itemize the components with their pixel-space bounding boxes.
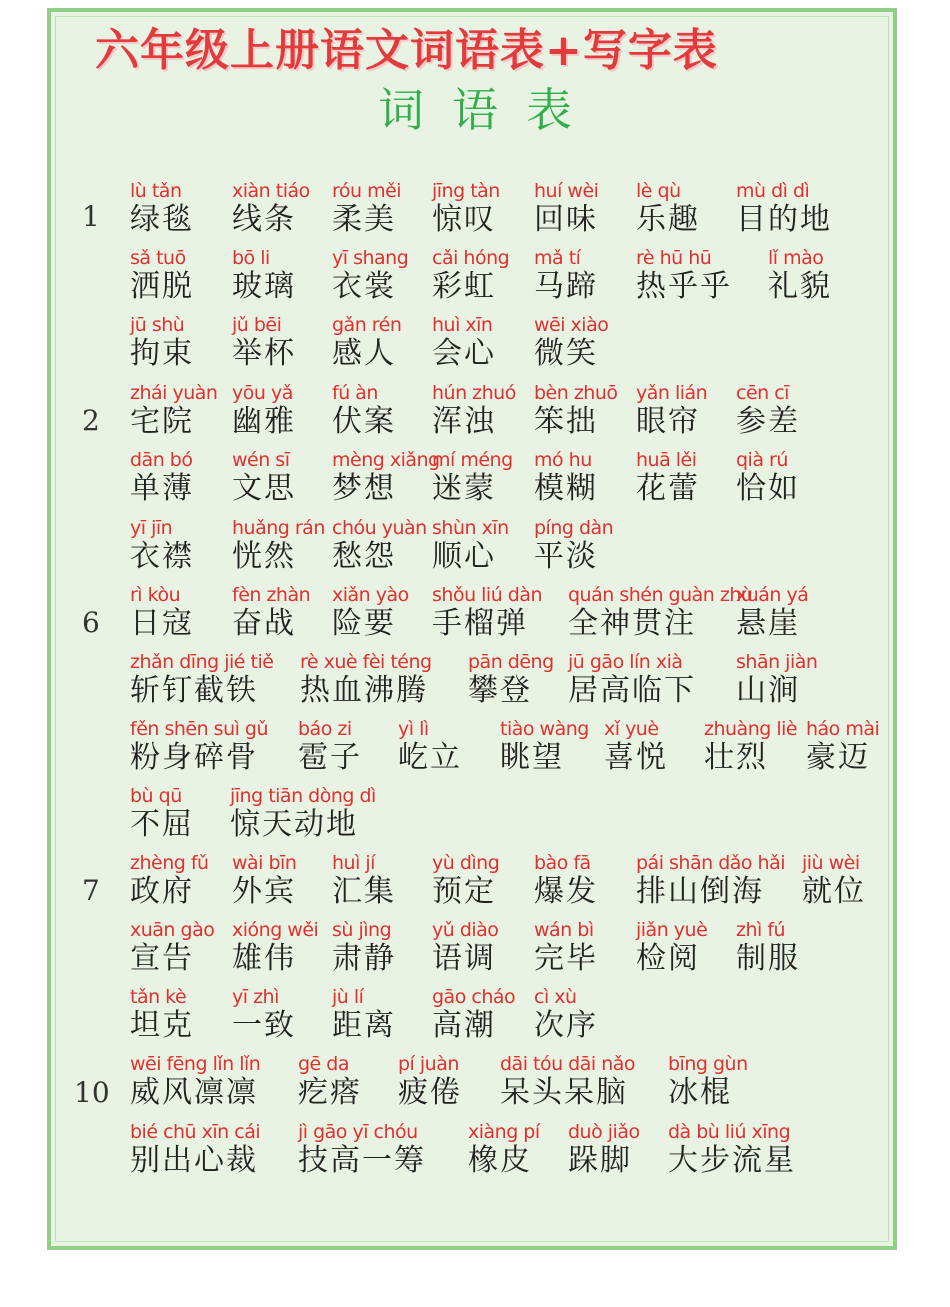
hanzi: 语调	[432, 941, 496, 976]
vocab-word	[636, 180, 700, 238]
pinyin: yù dìng	[432, 852, 500, 874]
pinyin: zhái yuàn	[130, 382, 218, 404]
hanzi: 预定	[432, 874, 496, 909]
hanzi: 目的地	[736, 202, 832, 237]
vocab-word	[298, 1053, 362, 1111]
pinyin: jīng tàn	[432, 180, 500, 202]
vocab-word	[534, 919, 598, 977]
hanzi: 爆发	[534, 874, 598, 909]
hanzi: 惊叹	[432, 202, 496, 237]
vocab-word	[736, 449, 800, 507]
pinyin: xióng wěi	[232, 919, 319, 941]
pinyin: jiǎn yuè	[636, 919, 708, 941]
pinyin: mǎ tí	[534, 247, 581, 269]
hanzi: 惊天动地	[230, 807, 358, 842]
hanzi: 笨拙	[534, 404, 598, 439]
hanzi: 壮烈	[704, 740, 768, 775]
pinyin: yǔ diào	[432, 919, 499, 941]
vocab-word	[500, 1053, 635, 1111]
hanzi: 粉身碎骨	[130, 740, 258, 775]
hanzi: 柔美	[332, 202, 396, 237]
hanzi: 衣襟	[130, 539, 194, 574]
pinyin: quán shén guàn zhù	[568, 584, 753, 606]
vocab-word	[636, 247, 732, 305]
pinyin: yī shang	[332, 247, 409, 269]
pinyin: wán bì	[534, 919, 594, 941]
hanzi: 距离	[332, 1008, 396, 1043]
pinyin: dāi tóu dāi nǎo	[500, 1053, 636, 1075]
hanzi: 愁怨	[332, 539, 396, 574]
hanzi: 会心	[432, 336, 496, 371]
pinyin: jì gāo yī chóu	[298, 1121, 418, 1143]
pinyin: qià rú	[736, 449, 788, 471]
vocab-word	[332, 919, 396, 977]
pinyin: xiǎn yào	[332, 584, 409, 606]
vocab-word	[432, 517, 509, 575]
hanzi: 伏案	[332, 404, 396, 439]
vocab-word	[332, 247, 408, 305]
vocab-word	[534, 449, 598, 507]
unit-number: 7	[82, 874, 100, 907]
pinyin: lǐ mào	[768, 247, 824, 269]
hanzi: 攀登	[468, 673, 532, 708]
vocab-word	[232, 852, 296, 910]
hanzi: 次序	[534, 1008, 598, 1043]
pinyin: lù tǎn	[130, 180, 182, 202]
hanzi: 玻璃	[232, 269, 296, 304]
hanzi: 橡皮	[468, 1143, 532, 1178]
hanzi: 洒脱	[130, 269, 194, 304]
vocab-word	[130, 314, 194, 372]
hanzi: 屹立	[398, 740, 462, 775]
hanzi: 单薄	[130, 471, 194, 506]
vocab-word	[232, 247, 296, 305]
hanzi: 微笑	[534, 336, 598, 371]
pinyin: zhuàng liè	[704, 718, 798, 740]
pinyin: yōu yǎ	[232, 382, 293, 404]
pinyin: huǎng rán	[232, 517, 325, 539]
vocab-word	[232, 517, 325, 575]
unit-number: 6	[82, 606, 100, 639]
hanzi: 宅院	[130, 404, 194, 439]
vocab-word	[130, 517, 194, 575]
pinyin: zhǎn dīng jié tiě	[130, 651, 274, 673]
vocab-word	[802, 852, 866, 910]
pinyin: sù jìng	[332, 919, 392, 941]
hanzi: 顺心	[432, 539, 496, 574]
hanzi: 绿毯	[130, 202, 194, 237]
hanzi: 呆头呆脑	[500, 1075, 628, 1110]
vocab-word	[232, 180, 310, 238]
pinyin: yī zhì	[232, 986, 279, 1008]
vocab-word	[332, 180, 401, 238]
hanzi: 眼帘	[636, 404, 700, 439]
vocab-word	[668, 1053, 748, 1111]
pinyin: wēi xiào	[534, 314, 609, 336]
vocab-word	[432, 247, 509, 305]
hanzi: 马蹄	[534, 269, 598, 304]
pinyin: bié chū xīn cái	[130, 1121, 261, 1143]
hanzi: 全神贯注	[568, 606, 696, 641]
vocab-word	[468, 1121, 540, 1179]
vocab-word	[298, 718, 362, 776]
vocab-word	[332, 314, 401, 372]
vocab-word	[332, 517, 427, 575]
pinyin: cǎi hóng	[432, 247, 510, 269]
hanzi: 跺脚	[568, 1143, 632, 1178]
hanzi: 技高一筹	[298, 1143, 426, 1178]
pinyin: pí juàn	[398, 1053, 459, 1075]
pinyin: tǎn kè	[130, 986, 187, 1008]
hanzi: 日寇	[130, 606, 194, 641]
pinyin: háo mài	[806, 718, 880, 740]
pinyin: yǎn lián	[636, 382, 708, 404]
pinyin: mèng xiǎng	[332, 449, 440, 471]
hanzi: 大步流星	[668, 1143, 796, 1178]
vocab-word	[130, 1053, 260, 1111]
pinyin: báo zi	[298, 718, 352, 740]
pinyin: gē da	[298, 1053, 349, 1075]
hanzi: 肃静	[332, 941, 396, 976]
hanzi: 政府	[130, 874, 194, 909]
hanzi: 恍然	[232, 539, 296, 574]
vocab-word	[130, 986, 194, 1044]
vocab-word	[636, 382, 707, 440]
pinyin: shǒu liú dàn	[432, 584, 543, 606]
hanzi: 雹子	[298, 740, 362, 775]
vocab-word	[432, 584, 542, 642]
pinyin: zhèng fǔ	[130, 852, 209, 874]
vocab-word	[534, 852, 598, 910]
pinyin: shùn xīn	[432, 517, 509, 539]
pinyin: tiào wàng	[500, 718, 589, 740]
pinyin: jīng tiān dòng dì	[230, 785, 376, 807]
hanzi: 坦克	[130, 1008, 194, 1043]
hanzi: 疲倦	[398, 1075, 462, 1110]
pinyin: rì kòu	[130, 584, 181, 606]
vocab-word	[130, 785, 194, 843]
vocab-word	[232, 919, 318, 977]
vocab-word	[232, 584, 310, 642]
pinyin: yì lì	[398, 718, 429, 740]
vocab-word	[232, 382, 296, 440]
hanzi: 平淡	[534, 539, 598, 574]
vocab-word	[636, 449, 700, 507]
hanzi: 衣裳	[332, 269, 396, 304]
hanzi: 举杯	[232, 336, 296, 371]
hanzi: 眺望	[500, 740, 564, 775]
hanzi: 梦想	[332, 471, 396, 506]
vocab-word	[432, 852, 499, 910]
hanzi: 别出心裁	[130, 1143, 258, 1178]
vocab-word	[232, 449, 296, 507]
vocab-word	[130, 449, 194, 507]
vocab-word	[568, 1121, 640, 1179]
hanzi: 完毕	[534, 941, 598, 976]
vocab-word	[130, 651, 273, 709]
vocab-word	[806, 718, 879, 776]
vocab-word	[130, 1121, 260, 1179]
hanzi: 手榴弹	[432, 606, 528, 641]
pinyin: chóu yuàn	[332, 517, 427, 539]
vocab-word	[432, 180, 500, 238]
vocab-word	[130, 584, 194, 642]
vocab-word	[130, 718, 268, 776]
vocab-word	[232, 314, 296, 372]
hanzi: 感人	[332, 336, 396, 371]
vocab-word	[668, 1121, 796, 1179]
pinyin: píng dàn	[534, 517, 614, 539]
hanzi: 制服	[736, 941, 800, 976]
pinyin: pān dēng	[468, 651, 554, 673]
pinyin: zhì fú	[736, 919, 786, 941]
pinyin: róu měi	[332, 180, 402, 202]
vocab-word	[534, 180, 598, 238]
pinyin: xuān gào	[130, 919, 215, 941]
hanzi: 冰棍	[668, 1075, 732, 1110]
pinyin: rè xuè fèi téng	[300, 651, 432, 673]
pinyin: jù lí	[332, 986, 364, 1008]
pinyin: gāo cháo	[432, 986, 516, 1008]
hanzi: 豪迈	[806, 740, 870, 775]
vocab-word	[332, 986, 396, 1044]
pinyin: jǔ bēi	[232, 314, 282, 336]
pinyin: rè hū hū	[636, 247, 712, 269]
pinyin: shān jiàn	[736, 651, 818, 673]
pinyin: bào fā	[534, 852, 591, 874]
hanzi: 不屈	[130, 807, 194, 842]
vocab-word	[636, 919, 707, 977]
pinyin: xiàn tiáo	[232, 180, 310, 202]
hanzi: 宣告	[130, 941, 194, 976]
hanzi: 热乎乎	[636, 269, 732, 304]
hanzi: 雄伟	[232, 941, 296, 976]
hanzi: 居高临下	[568, 673, 696, 708]
pinyin: duò jiǎo	[568, 1121, 640, 1143]
hanzi: 险要	[332, 606, 396, 641]
unit-number: 1	[82, 200, 100, 233]
vocab-word	[604, 718, 668, 776]
pinyin: huí wèi	[534, 180, 599, 202]
unit-number: 2	[82, 404, 100, 437]
pinyin: fú àn	[332, 382, 378, 404]
pinyin: jiù wèi	[802, 852, 860, 874]
hanzi: 浑浊	[432, 404, 496, 439]
pinyin: hún zhuó	[432, 382, 516, 404]
hanzi: 高潮	[432, 1008, 496, 1043]
vocab-word	[300, 651, 432, 709]
vocab-word	[432, 919, 498, 977]
vocab-word	[736, 919, 800, 977]
hanzi: 山涧	[736, 673, 800, 708]
vocab-word	[398, 718, 462, 776]
vocab-word	[130, 247, 194, 305]
pinyin: xǐ yuè	[604, 718, 659, 740]
hanzi: 检阅	[636, 941, 700, 976]
hanzi: 参差	[736, 404, 800, 439]
pinyin: sǎ tuō	[130, 247, 186, 269]
vocab-word	[534, 986, 598, 1044]
vocab-word	[568, 651, 696, 709]
vocab-word	[736, 584, 808, 642]
pinyin: lè qù	[636, 180, 681, 202]
pinyin: bù qū	[130, 785, 182, 807]
vocab-word	[534, 382, 618, 440]
pinyin: mí méng	[432, 449, 513, 471]
pinyin: bèn zhuō	[534, 382, 618, 404]
pinyin: bīng gùn	[668, 1053, 748, 1075]
pinyin: fèn zhàn	[232, 584, 311, 606]
vocab-word	[500, 718, 589, 776]
hanzi: 喜悦	[604, 740, 668, 775]
hanzi: 奋战	[232, 606, 296, 641]
vocab-word	[534, 314, 608, 372]
pinyin: wēi fēng lǐn lǐn	[130, 1053, 261, 1075]
vocab-word	[432, 382, 516, 440]
vocab-word	[332, 584, 409, 642]
hanzi: 线条	[232, 202, 296, 237]
pinyin: huì xīn	[432, 314, 493, 336]
pinyin: xiàng pí	[468, 1121, 540, 1143]
vocab-word	[704, 718, 797, 776]
pinyin: huì jí	[332, 852, 375, 874]
pinyin: bō li	[232, 247, 270, 269]
hanzi: 热血沸腾	[300, 673, 428, 708]
pinyin: fěn shēn suì gǔ	[130, 718, 269, 740]
vocab-word	[130, 919, 214, 977]
hanzi: 迷蒙	[432, 471, 496, 506]
pinyin: pái shān dǎo hǎi	[636, 852, 786, 874]
vocab-word	[636, 852, 785, 910]
pinyin: huā lěi	[636, 449, 697, 471]
hanzi: 恰如	[736, 471, 800, 506]
hanzi: 拘束	[130, 336, 194, 371]
vocab-word	[736, 651, 817, 709]
vocab-word	[130, 180, 194, 238]
vocab-word	[130, 852, 209, 910]
vocab-word	[332, 852, 396, 910]
vocab-word	[230, 785, 376, 843]
vocab-word	[736, 180, 832, 238]
hanzi: 彩虹	[432, 269, 496, 304]
hanzi: 疙瘩	[298, 1075, 362, 1110]
vocab-word	[534, 247, 598, 305]
vocab-word	[568, 584, 752, 642]
vocab-word	[432, 314, 496, 372]
hanzi: 斩钉截铁	[130, 673, 258, 708]
unit-number: 10	[74, 1076, 110, 1109]
main-title: 六年级上册语文词语表+写字表	[95, 25, 718, 76]
vocab-word	[130, 382, 217, 440]
pinyin: yī jīn	[130, 517, 173, 539]
hanzi: 排山倒海	[636, 874, 764, 909]
hanzi: 模糊	[534, 471, 598, 506]
hanzi: 威风凛凛	[130, 1075, 258, 1110]
pinyin: mó hu	[534, 449, 592, 471]
hanzi: 乐趣	[636, 202, 700, 237]
pinyin: dān bó	[130, 449, 193, 471]
pinyin: wài bīn	[232, 852, 297, 874]
hanzi: 一致	[232, 1008, 296, 1043]
hanzi: 花蕾	[636, 471, 700, 506]
vocab-word	[468, 651, 554, 709]
vocab-word	[332, 382, 396, 440]
vocab-word	[736, 382, 800, 440]
vocab-word	[332, 449, 440, 507]
vocab-word	[768, 247, 832, 305]
hanzi: 外宾	[232, 874, 296, 909]
pinyin: cēn cī	[736, 382, 789, 404]
hanzi: 汇集	[332, 874, 396, 909]
vocab-word	[232, 986, 296, 1044]
vocab-word	[534, 517, 613, 575]
vocab-word	[432, 986, 515, 1044]
pinyin: wén sī	[232, 449, 290, 471]
pinyin: cì xù	[534, 986, 577, 1008]
hanzi: 文思	[232, 471, 296, 506]
pinyin: dà bù liú xīng	[668, 1121, 791, 1143]
vocabulary-heading: 词语表	[378, 83, 600, 137]
hanzi: 幽雅	[232, 404, 296, 439]
pinyin: gǎn rén	[332, 314, 402, 336]
vocab-word	[398, 1053, 462, 1111]
vocab-word	[298, 1121, 426, 1179]
pinyin: mù dì dì	[736, 180, 810, 202]
vocab-word	[432, 449, 513, 507]
pinyin: jū shù	[130, 314, 185, 336]
hanzi: 悬崖	[736, 606, 800, 641]
pinyin: jū gāo lín xià	[568, 651, 683, 673]
hanzi: 礼貌	[768, 269, 832, 304]
pinyin: xuán yá	[736, 584, 809, 606]
hanzi: 就位	[802, 874, 866, 909]
hanzi: 回味	[534, 202, 598, 237]
